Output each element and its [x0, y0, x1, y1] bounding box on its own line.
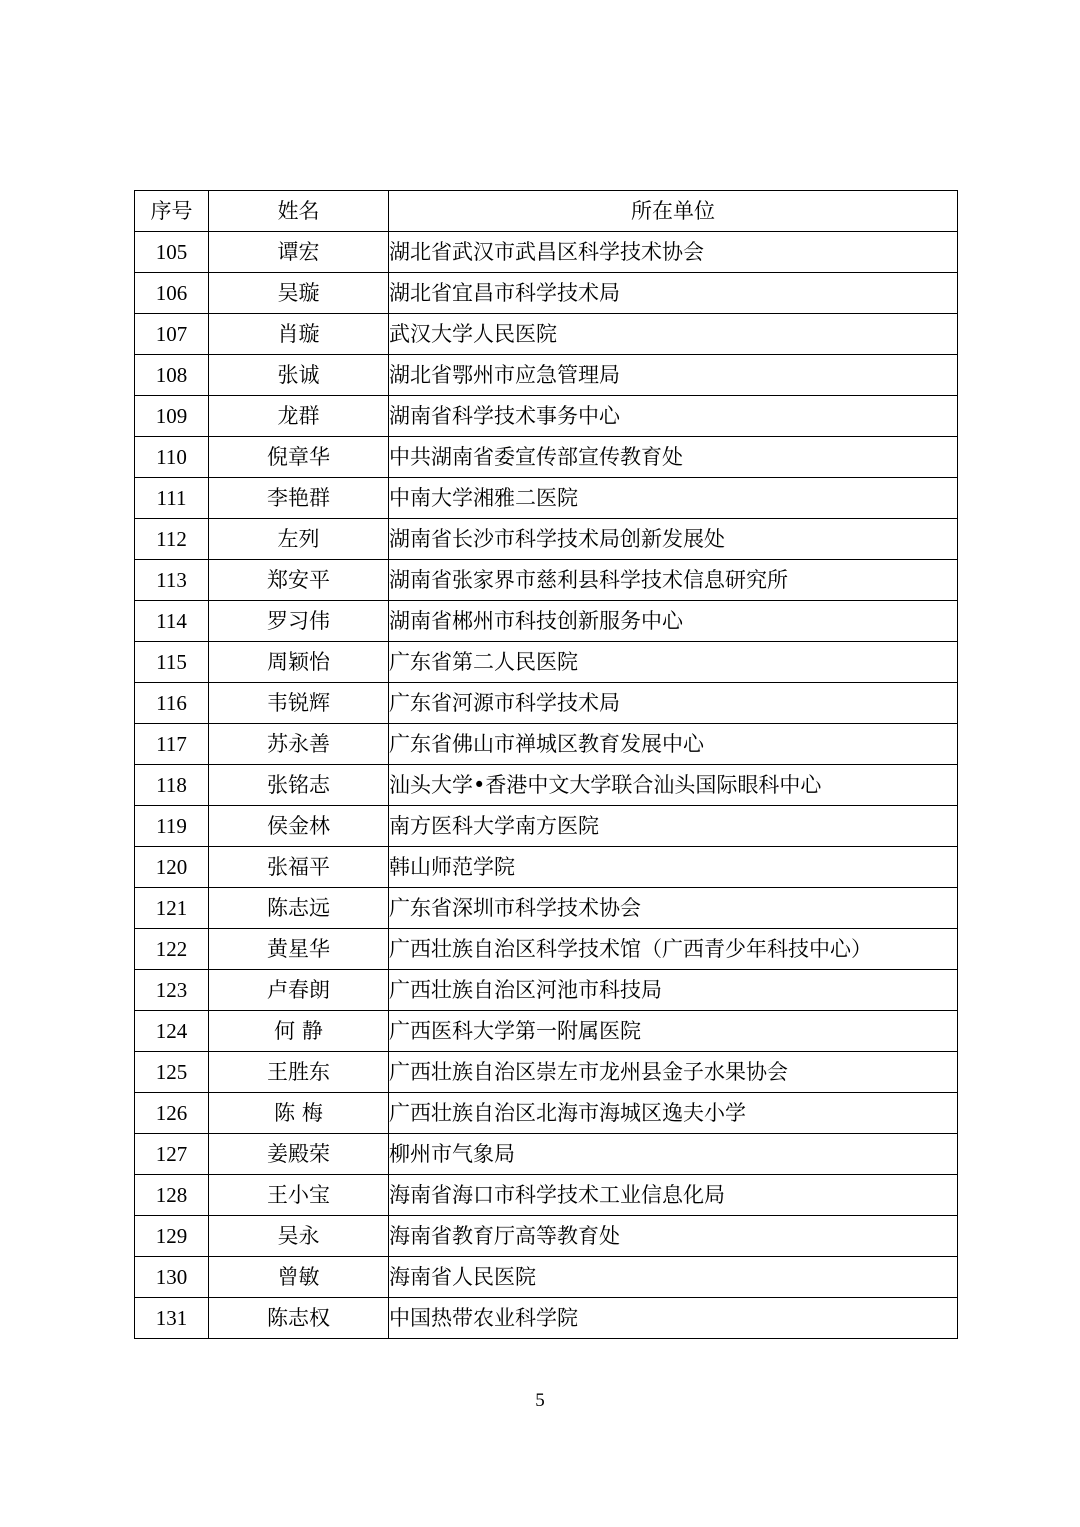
row-num: 131 — [135, 1298, 209, 1339]
table-row — [135, 396, 958, 437]
table-row — [135, 601, 958, 642]
table-row — [135, 806, 958, 847]
table-row — [135, 1298, 958, 1339]
row-unit: 中国热带农业科学院 — [389, 1298, 958, 1339]
row-unit: 湖南省张家界市慈利县科学技术信息研究所 — [389, 560, 958, 601]
row-unit: 武汉大学人民医院 — [389, 314, 958, 355]
table-row — [135, 724, 958, 765]
row-unit: 韩山师范学院 — [389, 847, 958, 888]
table-row — [135, 314, 958, 355]
table-row — [135, 519, 958, 560]
row-num: 125 — [135, 1052, 209, 1093]
row-name: 卢春朗 — [209, 970, 389, 1011]
row-name: 罗习伟 — [209, 601, 389, 642]
row-unit: 汕头大学•香港中文大学联合汕头国际眼科中心 — [389, 765, 958, 806]
row-num: 109 — [135, 396, 209, 437]
row-num: 114 — [135, 601, 209, 642]
row-num: 123 — [135, 970, 209, 1011]
row-num: 112 — [135, 519, 209, 560]
row-num: 120 — [135, 847, 209, 888]
row-unit: 湖北省武汉市武昌区科学技术协会 — [389, 232, 958, 273]
row-unit: 湖北省宜昌市科学技术局 — [389, 273, 958, 314]
row-num: 106 — [135, 273, 209, 314]
table-row — [135, 355, 958, 396]
row-name: 郑安平 — [209, 560, 389, 601]
row-name: 张铭志 — [209, 765, 389, 806]
table-row — [135, 888, 958, 929]
table-row — [135, 437, 958, 478]
row-unit: 海南省海口市科学技术工业信息化局 — [389, 1175, 958, 1216]
row-unit: 广东省深圳市科学技术协会 — [389, 888, 958, 929]
row-unit: 广东省第二人民医院 — [389, 642, 958, 683]
row-name: 李艳群 — [209, 478, 389, 519]
table-header — [135, 191, 958, 232]
row-name: 曾敏 — [209, 1257, 389, 1298]
row-name: 肖璇 — [209, 314, 389, 355]
row-name: 左列 — [209, 519, 389, 560]
roster-table — [134, 190, 958, 1339]
row-name: 侯金林 — [209, 806, 389, 847]
row-unit: 中南大学湘雅二医院 — [389, 478, 958, 519]
table-row — [135, 560, 958, 601]
row-unit: 南方医科大学南方医院 — [389, 806, 958, 847]
row-name: 吴璇 — [209, 273, 389, 314]
table-row — [135, 273, 958, 314]
table-row — [135, 1257, 958, 1298]
row-name: 王胜东 — [209, 1052, 389, 1093]
table-row — [135, 765, 958, 806]
row-name: 倪章华 — [209, 437, 389, 478]
table-row — [135, 1216, 958, 1257]
table-row — [135, 232, 958, 273]
row-num: 105 — [135, 232, 209, 273]
table-row — [135, 1052, 958, 1093]
row-num: 108 — [135, 355, 209, 396]
row-num: 129 — [135, 1216, 209, 1257]
row-name: 陈志权 — [209, 1298, 389, 1339]
row-num: 122 — [135, 929, 209, 970]
row-name: 龙群 — [209, 396, 389, 437]
row-name: 姜殿荣 — [209, 1134, 389, 1175]
row-num: 118 — [135, 765, 209, 806]
table-row — [135, 1134, 958, 1175]
row-num: 113 — [135, 560, 209, 601]
row-unit: 广西壮族自治区北海市海城区逸夫小学 — [389, 1093, 958, 1134]
row-num: 130 — [135, 1257, 209, 1298]
row-name: 吴永 — [209, 1216, 389, 1257]
row-name: 谭宏 — [209, 232, 389, 273]
header-name: 姓名 — [209, 191, 389, 232]
row-num: 124 — [135, 1011, 209, 1052]
row-num: 107 — [135, 314, 209, 355]
row-name: 周颖怡 — [209, 642, 389, 683]
row-num: 116 — [135, 683, 209, 724]
table-body — [135, 232, 958, 1339]
row-name: 黄星华 — [209, 929, 389, 970]
row-name: 王小宝 — [209, 1175, 389, 1216]
row-unit: 湖北省鄂州市应急管理局 — [389, 355, 958, 396]
row-name: 苏永善 — [209, 724, 389, 765]
row-num: 115 — [135, 642, 209, 683]
page-number: 5 — [535, 1390, 545, 1411]
table-row — [135, 929, 958, 970]
row-name: 张福平 — [209, 847, 389, 888]
table-row — [135, 1011, 958, 1052]
row-num: 128 — [135, 1175, 209, 1216]
row-num: 119 — [135, 806, 209, 847]
row-name: 张诚 — [209, 355, 389, 396]
table-row — [135, 970, 958, 1011]
row-unit: 海南省人民医院 — [389, 1257, 958, 1298]
row-unit: 中共湖南省委宣传部宣传教育处 — [389, 437, 958, 478]
row-unit: 柳州市气象局 — [389, 1134, 958, 1175]
row-num: 126 — [135, 1093, 209, 1134]
row-unit: 广西壮族自治区科学技术馆（广西青少年科技中心） — [389, 929, 958, 970]
table-row — [135, 1175, 958, 1216]
row-num: 117 — [135, 724, 209, 765]
row-name: 陈志远 — [209, 888, 389, 929]
row-unit: 湖南省科学技术事务中心 — [389, 396, 958, 437]
row-name: 何 静 — [209, 1011, 389, 1052]
row-num: 127 — [135, 1134, 209, 1175]
header-row — [135, 191, 958, 232]
table-row — [135, 642, 958, 683]
table-row — [135, 683, 958, 724]
table-row — [135, 478, 958, 519]
row-unit: 海南省教育厅高等教育处 — [389, 1216, 958, 1257]
table-row — [135, 1093, 958, 1134]
header-num: 序号 — [135, 191, 209, 232]
row-unit: 广西壮族自治区河池市科技局 — [389, 970, 958, 1011]
header-unit: 所在单位 — [389, 191, 958, 232]
row-unit: 湖南省郴州市科技创新服务中心 — [389, 601, 958, 642]
row-unit: 湖南省长沙市科学技术局创新发展处 — [389, 519, 958, 560]
row-unit: 广西医科大学第一附属医院 — [389, 1011, 958, 1052]
row-num: 111 — [135, 478, 209, 519]
row-num: 110 — [135, 437, 209, 478]
row-unit: 广东省佛山市禅城区教育发展中心 — [389, 724, 958, 765]
row-name: 韦锐辉 — [209, 683, 389, 724]
row-name: 陈 梅 — [209, 1093, 389, 1134]
row-unit: 广东省河源市科学技术局 — [389, 683, 958, 724]
row-unit: 广西壮族自治区崇左市龙州县金子水果协会 — [389, 1052, 958, 1093]
row-num: 121 — [135, 888, 209, 929]
table-row — [135, 847, 958, 888]
